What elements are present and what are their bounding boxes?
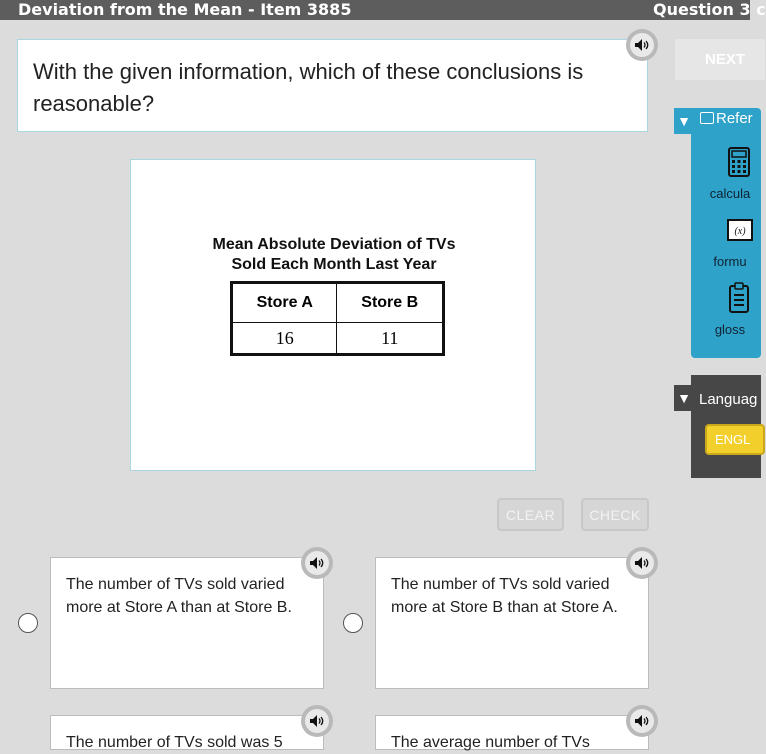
choice-d-text: The average number of TVs [391,734,590,751]
question-number: Question 3 c [653,0,766,19]
choice-c[interactable] [50,715,324,750]
reference-collapse-toggle[interactable]: ▼ [674,108,694,134]
speaker-icon [309,714,325,728]
speaker-icon [634,38,650,52]
choice-a-radio[interactable] [18,613,38,633]
check-button[interactable]: CHECK [581,498,649,531]
calculator-icon[interactable] [727,146,751,178]
figure-panel [130,159,536,471]
choice-b[interactable] [375,557,649,689]
column-header-store-a: Store A [232,283,337,323]
clear-button[interactable]: CLEAR [497,498,564,531]
speaker-icon [634,556,650,570]
column-header-store-b: Store B [337,283,444,323]
language-collapse-toggle[interactable]: ▼ [674,385,694,411]
reference-book-icon [700,112,714,124]
question-text: With the given information, which of these conclusions is reasonable? [33,59,584,116]
cell-store-a: 16 [232,323,337,355]
question-stem [17,39,648,132]
svg-text:(x): (x) [734,226,746,237]
choice-a[interactable] [50,557,324,689]
choice-a-text: The number of TVs sold varied more at Store A than at Store B. [66,576,292,616]
next-button[interactable]: NEXT [675,39,765,80]
figure-title-line2: Sold Each Month Last Year [231,256,437,273]
figure-title [131,235,537,275]
choice-d-audio-button[interactable] [626,705,658,737]
mad-table [230,281,445,356]
choice-b-audio-button[interactable] [626,547,658,579]
question-audio-button[interactable] [626,29,658,61]
tool-label-calculator[interactable]: calcula [709,186,751,201]
top-bar [0,0,766,20]
speaker-icon [309,556,325,570]
cell-store-b: 11 [337,323,444,355]
reference-header-label: Refer [716,110,753,127]
language-english-button[interactable]: ENGL [705,424,765,455]
speaker-icon [634,714,650,728]
figure-title-line1: Mean Absolute Deviation of TVs [212,236,456,253]
tool-label-formulas[interactable]: formu [713,254,747,269]
assessment-title: Deviation from the Mean - Item 3885 [18,0,352,19]
choice-c-audio-button[interactable] [301,705,333,737]
choice-b-radio[interactable] [343,613,363,633]
choice-a-audio-button[interactable] [301,547,333,579]
language-header: Languag [699,391,758,408]
tool-label-glossary[interactable]: gloss [714,322,746,337]
choice-d[interactable] [375,715,649,750]
choice-c-text: The number of TVs sold was 5 [66,734,283,751]
formula-icon[interactable] [727,218,753,242]
glossary-clipboard-icon[interactable] [727,282,751,314]
reference-header [700,110,753,127]
choice-b-text: The number of TVs sold varied more at Store B than at Store A. [391,576,618,616]
